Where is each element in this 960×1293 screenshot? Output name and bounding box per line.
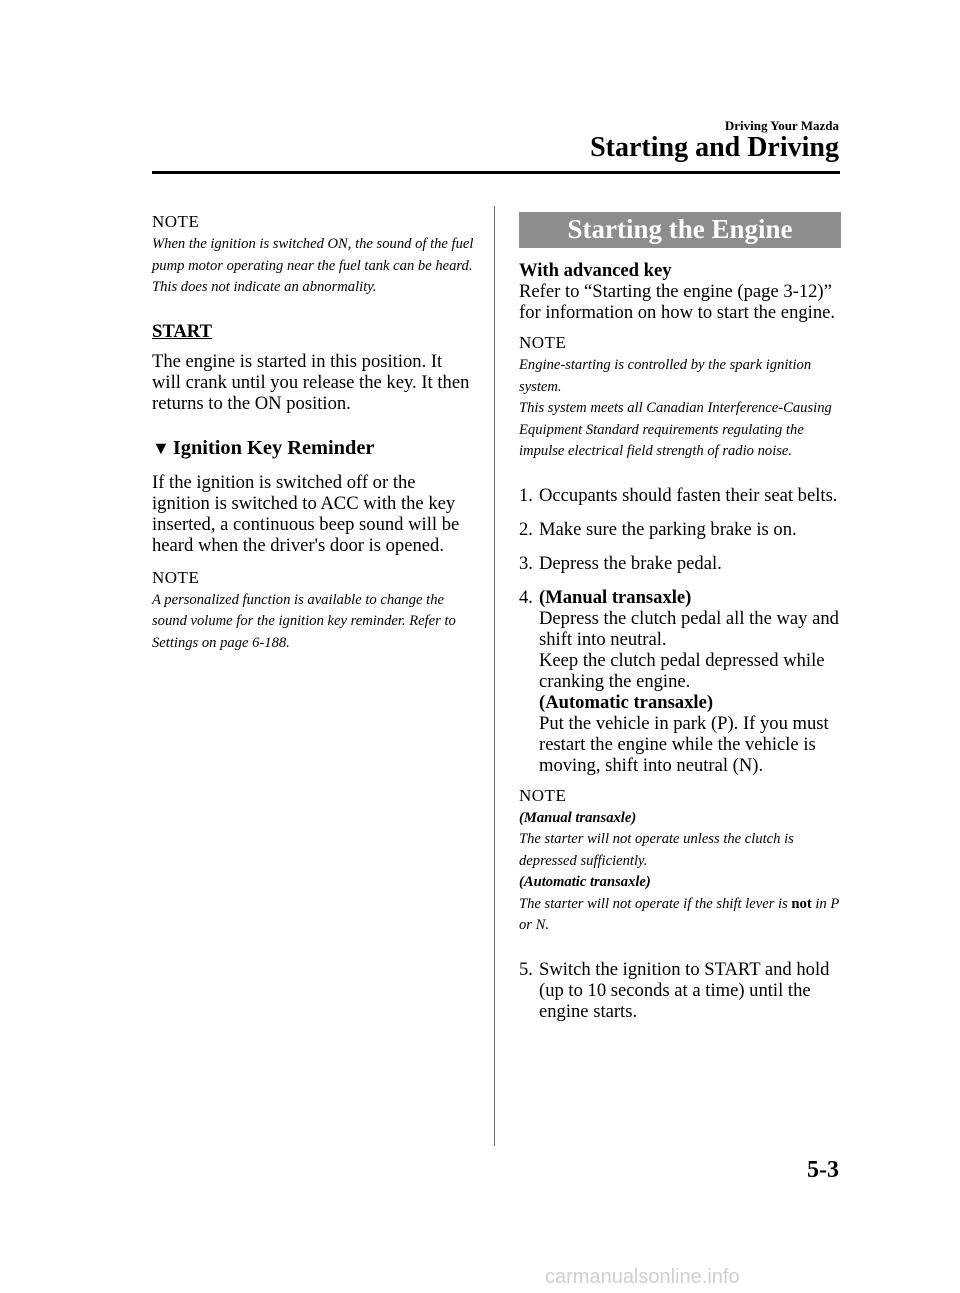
advanced-key-heading: With advanced key bbox=[519, 260, 672, 281]
note-text: The starter will not operate unless the clutch is depressed sufficiently. bbox=[519, 831, 794, 869]
note-text: (Manual transaxle) bbox=[519, 809, 637, 826]
note-text: Engine-starting is controlled by the spark ignition system. bbox=[519, 357, 812, 395]
note-heading: NOTE bbox=[519, 785, 567, 805]
reminder-paragraph: If the ignition is switched off or the ignition is switched to ACC with the key inserted, a continuous beep sound will be heard when the driver's door is opened. bbox=[152, 471, 460, 556]
note-heading: NOTE bbox=[152, 567, 200, 587]
running-header-section: Driving Your Mazda bbox=[724, 118, 839, 133]
advanced-key-paragraph: Refer to “Starting the engine (page 3-12)” for information on how to start the engine. bbox=[519, 281, 836, 323]
note-text: The starter will not operate if the shift lever is not in P or N. bbox=[519, 895, 840, 933]
note-text: (Automatic transaxle) bbox=[519, 874, 651, 890]
right-column bbox=[519, 212, 841, 1022]
note-text: When the ignition is switched ON, the sound of the fuel pump motor operating near the fuel tank can be heard. This does not indicate an abnormality. bbox=[152, 236, 474, 295]
note-heading: NOTE bbox=[152, 212, 200, 231]
page-number: 5-3 bbox=[807, 1157, 839, 1183]
steps-list bbox=[519, 959, 841, 1022]
note-text: A personalized function is available to change the sound volume for the ignition key reminder. Refer to Settings on page 6-188. bbox=[152, 591, 456, 651]
section-banner: Starting the Engine bbox=[519, 212, 841, 248]
start-paragraph: The engine is started in this position. It will crank until you release the key. It then returns to the ON position. bbox=[152, 350, 470, 414]
list-item: 5. Switch the ignition to START and hold (up to 10 seconds at a time) until the engine starts. bbox=[519, 958, 830, 1022]
list-item: 1. Occupants should fasten their seat belts. bbox=[519, 484, 838, 506]
note-text: This system meets all Canadian Interference-Causing Equipment Standard requirements regulating the impulse electrical field strength of radio noise. bbox=[519, 400, 832, 459]
triangle-down-icon: ▼ bbox=[152, 437, 170, 458]
left-column bbox=[152, 212, 474, 654]
list-item: 3. Depress the brake pedal. bbox=[519, 552, 722, 574]
watermark: carmanualsonline.info bbox=[545, 1266, 740, 1288]
note-heading: NOTE bbox=[519, 333, 567, 352]
running-header-title: Starting and Driving bbox=[590, 132, 839, 163]
start-heading: START bbox=[152, 320, 212, 342]
header-rule bbox=[152, 171, 840, 174]
column-divider bbox=[494, 206, 495, 1146]
list-item: 4. (Manual transaxle) Depress the clutch pedal all the way and shift into neutral. Keep the clutch pedal depressed while cranking the engine. (Automatic transaxle) Put the vehicle in park (P). If you must restart the engine while the vehicle is moving, shift into neutral (N). bbox=[519, 586, 839, 776]
steps-list bbox=[519, 485, 841, 776]
list-item: 2. Make sure the parking brake is on. bbox=[519, 518, 797, 540]
ignition-key-reminder-heading: ▼ Ignition Key Reminder bbox=[152, 436, 375, 459]
